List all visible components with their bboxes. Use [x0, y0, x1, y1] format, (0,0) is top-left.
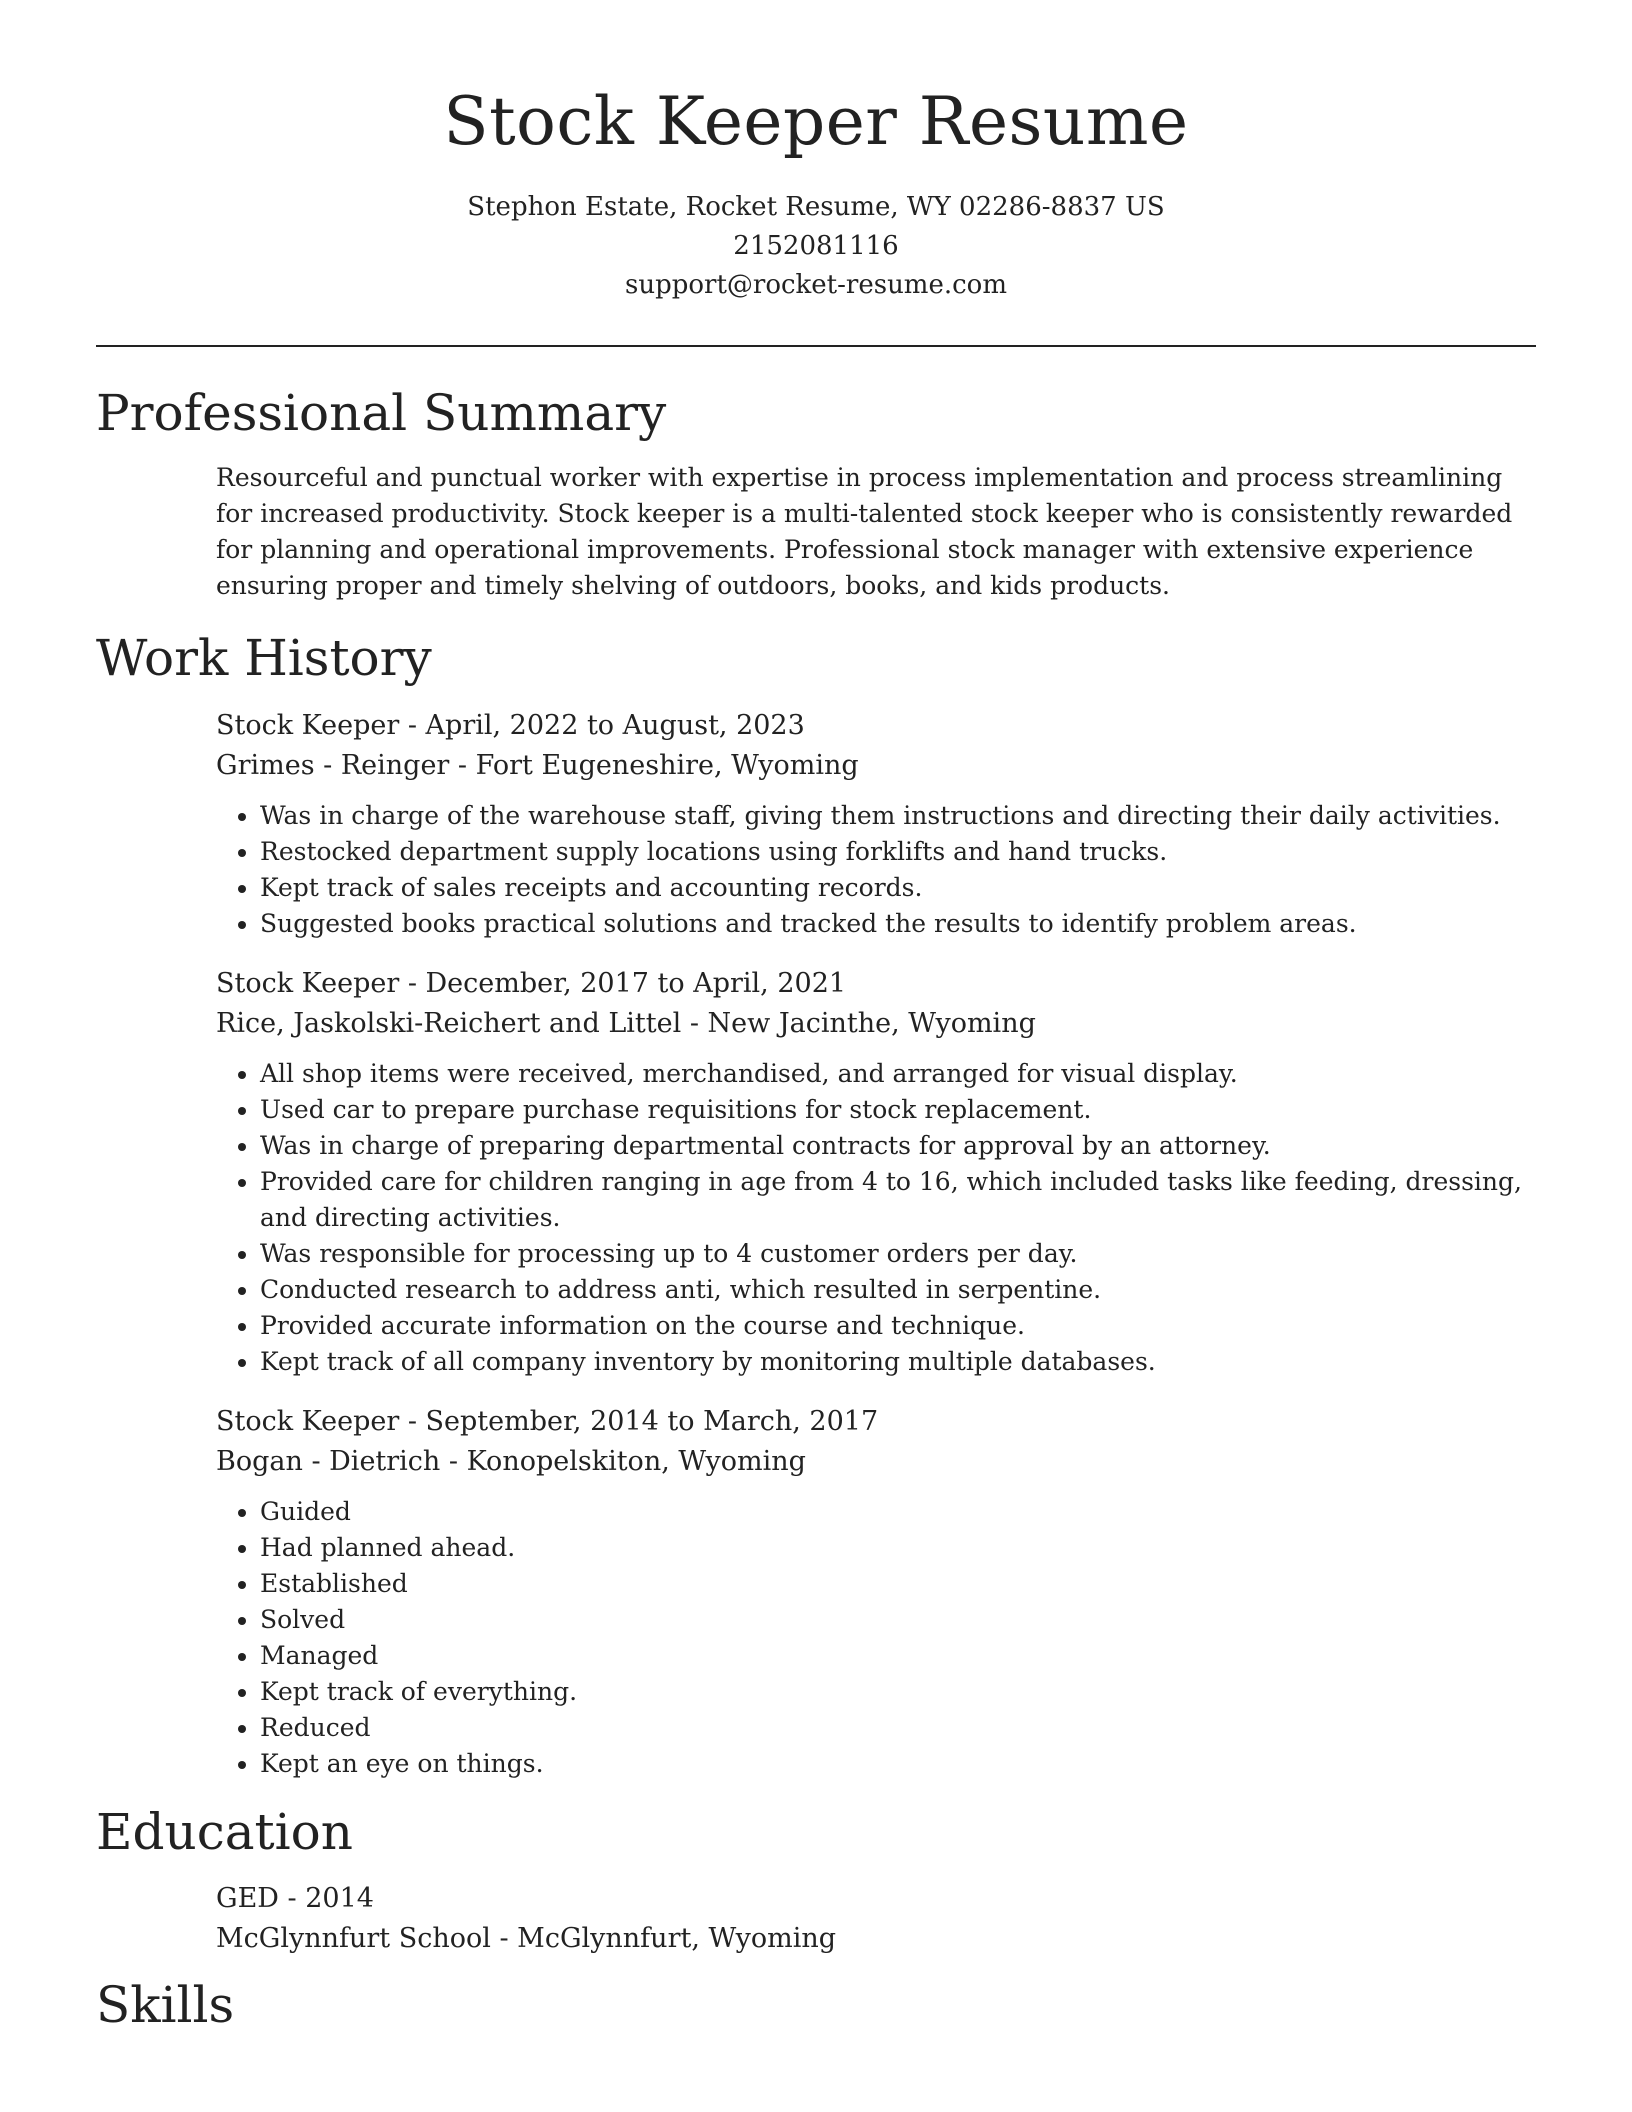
list-item: • Kept an eye on things.: [260, 1746, 1536, 1782]
education-year: - 2014: [278, 1883, 374, 1915]
job-location: - Konopelskiton, Wyoming: [440, 1445, 806, 1477]
resume-header: [96, 84, 1536, 305]
list-item: • All shop items were received, merchandised, and arranged for visual display.: [260, 1056, 1536, 1092]
job-bullets: [216, 1056, 1536, 1380]
education-heading: Education: [96, 1802, 353, 1861]
list-item: • Conducted research to address anti, which resulted in serpentine.: [260, 1272, 1536, 1308]
job-title-line: [216, 1402, 1536, 1442]
job-title-line: [216, 706, 1536, 746]
job-entry: [216, 1402, 1536, 1782]
job-dates: - April, 2022 to August, 2023: [399, 709, 805, 741]
education-degree-line: [216, 1879, 1536, 1919]
job-company: Rice, Jaskolski-Reichert and Littel: [216, 1007, 682, 1039]
job-role: Stock Keeper: [216, 709, 400, 741]
job-role: Stock Keeper: [216, 1405, 400, 1437]
skills-heading: Skills: [96, 1976, 235, 2035]
list-item: • Was responsible for processing up to 4 customer orders per day.: [260, 1236, 1536, 1272]
list-item: • Guided: [260, 1494, 1536, 1530]
education-section: [96, 1804, 1536, 1960]
job-location: - New Jacinthe, Wyoming: [681, 1007, 1036, 1039]
work-history-heading: Work History: [96, 629, 432, 688]
education-school-line: [216, 1919, 1536, 1959]
education-school: McGlynnfurt School: [216, 1923, 491, 1955]
summary-text: Resourceful and punctual worker with expertise in process implementation and process streamlining for increased productivity. Stock keeper is a multi-talented stock keeper who is consistently rewarded for planning and operational improvements. Professional stock manager with extensive experience ensuring proper and timely shelving of outdoors, books, and kids products.: [216, 463, 1513, 601]
skills-section: [96, 1977, 1536, 2035]
job-role: Stock Keeper: [216, 967, 400, 999]
email-address[interactable]: support@rocket-resume.com: [624, 269, 1007, 300]
list-item: • Was in charge of preparing departmental contracts for approval by an attorney.: [260, 1128, 1536, 1164]
job-company-line: [216, 746, 1536, 786]
job-company-line: [216, 1442, 1536, 1482]
job-company: Bogan - Dietrich: [216, 1445, 441, 1477]
list-item: • Kept track of everything.: [260, 1674, 1536, 1710]
summary-heading: Professional Summary: [96, 383, 667, 442]
list-item: • Was in charge of the warehouse staff, giving them instructions and directing their daily activities.: [260, 798, 1536, 834]
list-item: • Solved: [260, 1602, 1536, 1638]
list-item: • Kept track of all company inventory by monitoring multiple databases.: [260, 1344, 1536, 1380]
list-item: • Had planned ahead.: [260, 1530, 1536, 1566]
job-title-line: [216, 964, 1536, 1004]
list-item: • Used car to prepare purchase requisitions for stock replacement.: [260, 1092, 1536, 1128]
list-item: • Restocked department supply locations using forklifts and hand trucks.: [260, 834, 1536, 870]
education-entry: [216, 1879, 1536, 1959]
job-location: - Fort Eugeneshire, Wyoming: [449, 749, 859, 781]
list-item: • Suggested books practical solutions and tracked the results to identify problem areas.: [260, 906, 1536, 942]
phone-number: 2152081116: [733, 230, 899, 261]
header-divider: [96, 345, 1536, 347]
job-bullets: [216, 1494, 1536, 1782]
address: Stephon Estate, Rocket Resume, WY 02286-8837 US: [467, 191, 1165, 222]
list-item: • Provided accurate information on the course and technique.: [260, 1308, 1536, 1344]
job-company-line: [216, 1004, 1536, 1044]
education-degree: GED: [216, 1883, 279, 1915]
job-company: Grimes - Reinger: [216, 749, 450, 781]
job-entry: [216, 706, 1536, 942]
job-bullets: [216, 798, 1536, 942]
list-item: • Provided care for children ranging in age from 4 to 16, which included tasks like feeding, dressing, and directing activities.: [260, 1164, 1536, 1236]
list-item: • Kept track of sales receipts and accounting records.: [260, 870, 1536, 906]
summary-section: [96, 385, 1536, 605]
job-entry: [216, 964, 1536, 1380]
work-history-section: [96, 630, 1536, 1782]
job-dates: - December, 2017 to April, 2021: [399, 967, 847, 999]
education-location: - McGlynnfurt, Wyoming: [490, 1923, 837, 1955]
list-item: • Reduced: [260, 1710, 1536, 1746]
list-item: • Established: [260, 1566, 1536, 1602]
resume-title: Stock Keeper Resume: [443, 83, 1189, 160]
job-dates: - September, 2014 to March, 2017: [399, 1405, 879, 1437]
list-item: • Managed: [260, 1638, 1536, 1674]
